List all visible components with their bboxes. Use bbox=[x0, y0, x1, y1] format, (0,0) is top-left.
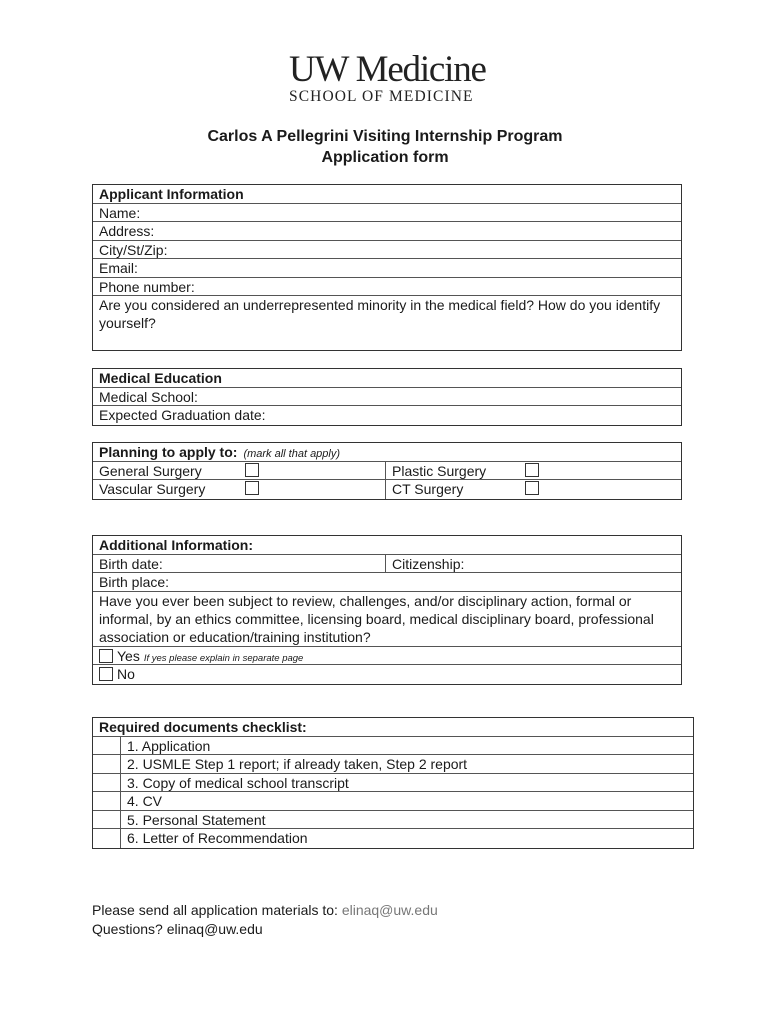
planning-row-2 bbox=[93, 480, 681, 499]
yes-option[interactable] bbox=[93, 647, 681, 666]
medical-education-section bbox=[92, 368, 682, 426]
page-subtitle: Application form bbox=[321, 149, 449, 166]
no-option[interactable] bbox=[93, 665, 681, 684]
plastic-surgery-checkbox[interactable] bbox=[525, 463, 539, 477]
no-label: No bbox=[117, 666, 135, 682]
applicant-heading: Applicant Information bbox=[93, 185, 681, 204]
planning-heading bbox=[93, 443, 681, 462]
checklist-tick-cell[interactable] bbox=[93, 811, 121, 829]
logo-main-text: UW Medicine bbox=[289, 49, 486, 90]
ct-surgery-option[interactable] bbox=[386, 480, 463, 499]
plastic-surgery-option[interactable] bbox=[386, 462, 486, 480]
checklist-item[interactable] bbox=[93, 792, 693, 811]
birth-citizenship-row bbox=[93, 555, 681, 574]
checklist-tick-cell[interactable] bbox=[93, 792, 121, 810]
checklist-heading: Required documents checklist: bbox=[93, 718, 693, 737]
checklist-item[interactable] bbox=[93, 811, 693, 830]
checklist-item-label: 3. Copy of medical school transcript bbox=[127, 774, 349, 791]
disciplinary-question: Have you ever been subject to review, challenges, and/or disciplinary action, formal or informal, by an ethics committee, licensing board, medical disciplinary board, professional association or education/training institution? bbox=[93, 592, 681, 647]
birth-place-field[interactable]: Birth place: bbox=[93, 573, 681, 592]
logo-sub-text: SCHOOL OF MEDICINE bbox=[289, 88, 474, 105]
ct-surgery-label: CT Surgery bbox=[392, 481, 464, 497]
checklist-item-label: 1. Application bbox=[127, 737, 211, 754]
checklist-item[interactable] bbox=[93, 737, 693, 756]
checklist-tick-cell[interactable] bbox=[93, 755, 121, 773]
phone-field[interactable]: Phone number: bbox=[93, 278, 681, 297]
planning-note: (mark all that apply) bbox=[243, 448, 341, 460]
checklist-item[interactable] bbox=[93, 774, 693, 793]
ct-surgery-checkbox[interactable] bbox=[525, 481, 539, 495]
applicant-info-section bbox=[92, 184, 682, 351]
address-field[interactable]: Address: bbox=[93, 222, 681, 241]
city-field[interactable]: City/St/Zip: bbox=[93, 241, 681, 260]
email-field[interactable]: Email: bbox=[93, 259, 681, 278]
uw-medicine-logo bbox=[289, 49, 486, 106]
planning-section bbox=[92, 442, 682, 500]
checklist-item-label: 5. Personal Statement bbox=[127, 811, 266, 828]
additional-heading: Additional Information: bbox=[93, 536, 681, 555]
name-field[interactable]: Name: bbox=[93, 204, 681, 223]
page-title: Carlos A Pellegrini Visiting Internship Program bbox=[207, 128, 563, 145]
planning-heading-text: Planning to apply to: bbox=[99, 444, 238, 460]
medical-school-field[interactable]: Medical School: bbox=[93, 388, 681, 407]
checklist-item[interactable] bbox=[93, 829, 693, 848]
no-checkbox[interactable] bbox=[99, 667, 113, 681]
minority-field[interactable]: Are you considered an underrepresented minority in the medical field? How do you identify yourself? bbox=[99, 297, 661, 331]
yes-note: If yes please explain in separate page bbox=[143, 652, 304, 664]
checklist-tick-cell[interactable] bbox=[93, 774, 121, 792]
general-surgery-label: General Surgery bbox=[99, 462, 202, 479]
education-heading: Medical Education bbox=[93, 369, 681, 388]
checklist-item-label: 2. USMLE Step 1 report; if already taken, Step 2 report bbox=[127, 756, 468, 772]
graduation-date-field[interactable]: Expected Graduation date: bbox=[99, 407, 266, 423]
birth-date-field[interactable]: Birth date: bbox=[93, 555, 386, 573]
checklist-item-label: 6. Letter of Recommendation bbox=[127, 830, 308, 846]
send-label: Please send all application materials to: bbox=[92, 902, 338, 918]
checklist-item-label: 4. CV bbox=[127, 793, 163, 809]
yes-checkbox[interactable] bbox=[99, 649, 113, 663]
documents-checklist-section bbox=[92, 717, 694, 849]
vascular-surgery-option[interactable] bbox=[93, 480, 386, 499]
citizenship-field[interactable]: Citizenship: bbox=[392, 555, 465, 572]
plastic-surgery-label: Plastic Surgery bbox=[392, 462, 487, 479]
planning-row-1 bbox=[93, 462, 681, 481]
additional-info-section bbox=[92, 535, 682, 685]
yes-label: Yes bbox=[117, 647, 140, 664]
checklist-tick-cell[interactable] bbox=[93, 737, 121, 755]
general-surgery-checkbox[interactable] bbox=[245, 463, 259, 477]
general-surgery-option[interactable] bbox=[93, 462, 386, 480]
send-email-link[interactable]: elinaq@uw.edu bbox=[341, 902, 438, 918]
vascular-surgery-label: Vascular Surgery bbox=[99, 481, 206, 497]
send-materials-line bbox=[92, 901, 438, 920]
vascular-surgery-checkbox[interactable] bbox=[245, 481, 259, 495]
questions-line: Questions? elinaq@uw.edu bbox=[92, 921, 263, 937]
checklist-tick-cell[interactable] bbox=[93, 829, 121, 848]
checklist-item[interactable] bbox=[93, 755, 693, 774]
